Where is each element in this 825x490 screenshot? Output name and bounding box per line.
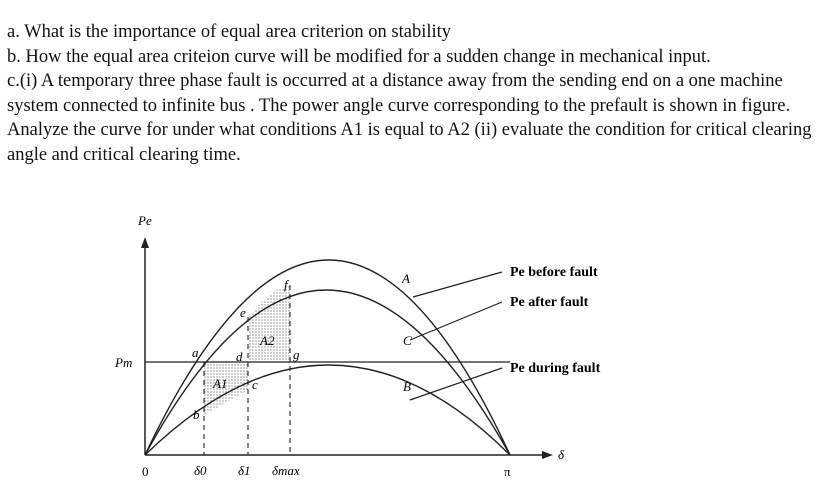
point-a-label: a [192,345,199,360]
curve-during-fault [145,365,510,455]
delta0-label: δ0 [194,463,207,478]
origin-label: 0 [142,464,149,479]
deltamax-label: δmax [272,463,300,478]
y-axis-label: Pe [138,213,152,228]
y-axis-arrow [141,237,149,248]
question-c: c.(i) A temporary three phase fault is occurred at a distance away from the sending end on a one machine system connected to infinite bus . The power angle curve corresponding to the prefault is shown in figure. Analyze the curve for under what conditions A1 is equal to A2 (ii) evaluate the condition for critical clearing angle and critical clearing time. [7,71,812,165]
question-b: b. How the equal area criteion curve will be modified for a sudden change in mechanical input. [7,46,711,67]
curve-a-label: A [402,271,410,286]
area-a2-shading [248,285,290,362]
point-b-label: b [193,407,200,422]
x-axis-arrow [542,451,553,459]
leader-before-fault [413,272,502,297]
power-angle-figure [0,205,825,485]
leader-after-fault [410,302,502,340]
pi-label: π [504,464,511,479]
legend-during-fault: Pe during fault [510,361,601,376]
x-axis-label: δ [558,447,565,462]
question-list [7,20,819,167]
legend-before-fault: Pe before fault [510,265,598,280]
curve-before-fault [145,260,510,455]
point-d-label: d [236,349,243,364]
area-a1-label: A1 [213,376,228,391]
power-angle-diagram [0,205,825,485]
area-a2-label: A2 [260,333,275,348]
point-f-label: f [284,277,288,292]
curve-b-label: B [403,379,411,394]
legend-after-fault: Pe after fault [510,295,589,310]
question-a: a. What is the importance of equal area criterion on stability [7,22,452,42]
point-c-label: c [252,377,258,392]
delta1-label: δ1 [238,463,251,478]
curve-c-label: C [403,333,412,348]
pm-label: Pm [115,355,133,370]
curve-after-fault [145,290,510,455]
point-g-label: g [293,347,300,362]
point-e-label: e [240,305,246,320]
